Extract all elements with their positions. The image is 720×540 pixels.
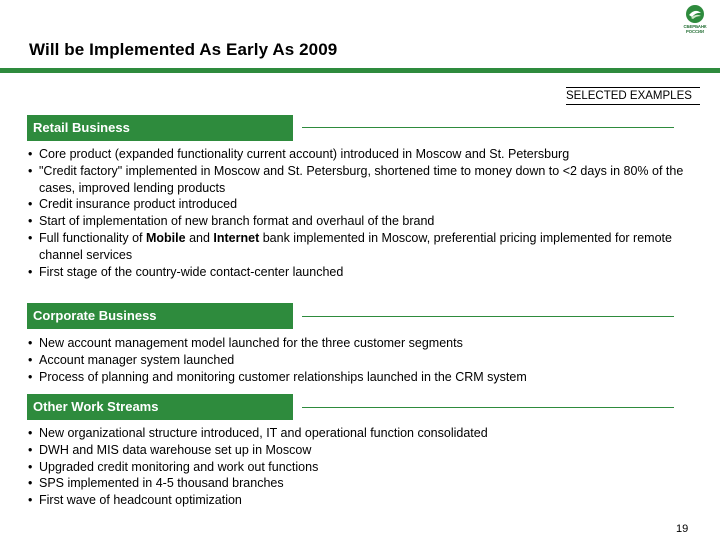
bullet-icon: •: [28, 214, 33, 229]
bullet-icon: •: [28, 459, 33, 474]
list-item: • SPS implemented in 4-5 thousand branches: [28, 476, 284, 491]
section-rule-retail: [302, 127, 674, 128]
page-number: 19: [676, 523, 689, 535]
bullet-icon: •: [28, 476, 33, 491]
list-item: • Start of implementation of new branch format and overhaul of the brand: [28, 214, 435, 229]
list-item: • First stage of the country-wide contact-center launched: [28, 264, 344, 279]
selected-examples-tag: SELECTED EXAMPLES: [566, 90, 692, 102]
bullet-icon: •: [28, 163, 33, 178]
section-rule-corporate: [302, 316, 674, 317]
bullet-icon: •: [28, 493, 33, 508]
page-title: Will be Implemented As Early As 2009: [29, 40, 338, 59]
title-divider: [0, 68, 720, 73]
tag-bottom-rule: [566, 104, 700, 105]
bullet-icon: •: [28, 264, 33, 279]
logo-text-line2: РОССИИ: [685, 29, 705, 34]
list-item: • Account manager system launched: [28, 352, 235, 367]
bullet-icon: •: [28, 352, 33, 367]
list-item: • Credit insurance product introduced: [28, 197, 238, 212]
section-header-corporate: Corporate Business: [27, 303, 293, 329]
bullet-icon: •: [28, 442, 33, 457]
list-item: • Process of planning and monitoring customer relationships launched in the CRM system: [28, 369, 527, 384]
section-rule-other: [302, 407, 674, 408]
corporate-bullet-list: [28, 335, 688, 385]
retail-bullet-list: [28, 146, 688, 280]
bullet-icon: •: [28, 230, 33, 245]
tag-top-rule: [566, 87, 700, 88]
logo-text-line1: СБЕРБАНК: [683, 24, 707, 29]
sberbank-logo: [672, 4, 718, 46]
list-item: • Upgraded credit monitoring and work out functions: [28, 459, 319, 474]
list-item: • New account management model launched for the three customer segments: [28, 336, 463, 350]
bullet-icon: •: [28, 336, 33, 350]
list-item: • "Credit factory" implemented in Moscow and St. Petersburg, shortened time to money down to <2 days in 80% of the cases, improved lending products: [28, 163, 684, 195]
section-header-other: Other Work Streams: [27, 394, 293, 420]
logo-mark-icon: [685, 4, 705, 24]
bullet-icon: •: [28, 369, 33, 384]
list-item: • DWH and MIS data warehouse set up in Moscow: [28, 442, 312, 457]
list-item: • New organizational structure introduced, IT and operational function consolidated: [28, 426, 488, 440]
other-bullet-list: [28, 425, 688, 509]
list-item: • Full functionality of Mobile and Internet bank implemented in Moscow, preferential pricing implemented for remote channel services: [28, 230, 672, 262]
bullet-icon: •: [28, 197, 33, 212]
list-item: • First wave of headcount optimization: [28, 493, 242, 508]
bullet-icon: •: [28, 426, 33, 440]
section-header-retail: Retail Business: [27, 115, 293, 141]
list-item: • Core product (expanded functionality current account) introduced in Moscow and St. Petersburg: [28, 147, 570, 161]
bullet-icon: •: [28, 147, 33, 161]
